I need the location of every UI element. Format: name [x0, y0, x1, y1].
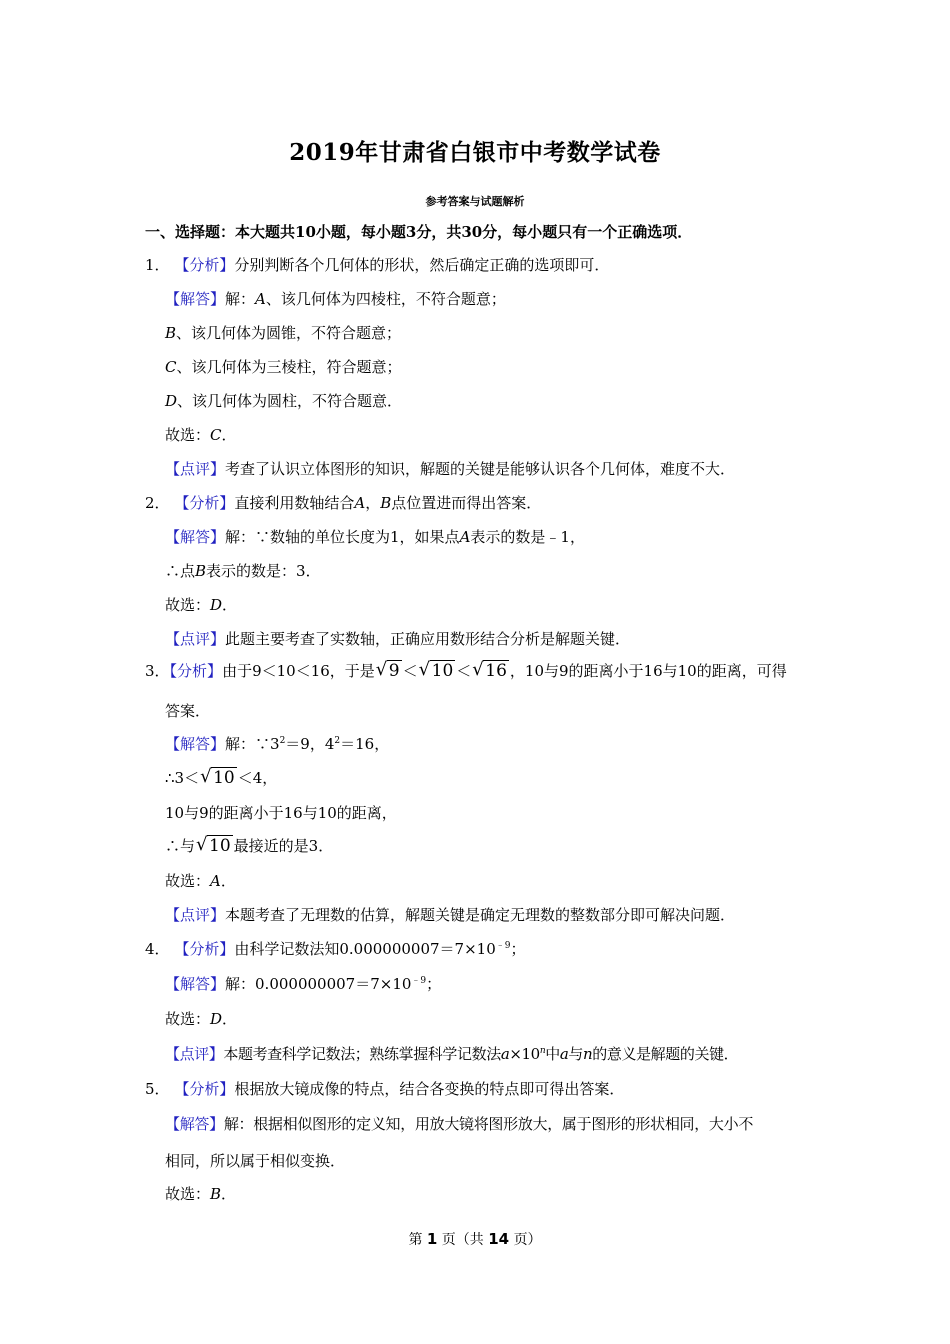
q3-analysis-cont: 答案． [165, 702, 211, 720]
comment-text: ×10 [509, 1045, 540, 1063]
q2-analysis [145, 494, 541, 512]
exponent: n [539, 1046, 546, 1056]
comment-text: 此题主要考查了实数轴，正确应用数形结合分析是解题关键． [225, 630, 631, 648]
sqrt-10 [418, 659, 456, 681]
answer-text: ＝9，4 [285, 735, 335, 753]
exponent: 2 [334, 736, 341, 746]
comment-tag: 【点评】 [165, 630, 226, 648]
radical-sign-icon: √ [200, 766, 212, 787]
section-heading: 一、选择题：本大题共10小题，每小题3分，共30分，每小题只有一个正确选项． [145, 223, 693, 241]
answer-text: ＜4， [237, 769, 278, 787]
radicand: 10 [209, 836, 231, 856]
total-pages: 14 [488, 1230, 510, 1248]
q1-analysis-text: 分别判断各个几何体的形状，然后确定正确的选项即可． [234, 256, 610, 274]
comment-text: 考查了认识立体图形的知识，解题的关键是能够认识各个几何体，难度不大． [225, 460, 736, 478]
answer-text: 解：0.000000007＝7×10 [225, 975, 412, 993]
less-than-sign: ＜ [402, 662, 418, 680]
choice-end: ． [221, 1185, 237, 1203]
answer-text: 表示的数是：3． [206, 562, 321, 580]
comment-tag: 【点评】 [165, 1045, 224, 1063]
radicand: 10 [431, 661, 454, 681]
choice-value: B [210, 1185, 222, 1203]
analysis-text: 由科学记数法知0.000000007＝7×10 [234, 940, 496, 958]
option-letter: D [165, 392, 178, 410]
comment-text: 本题考查科学记数法；熟练掌握科学记数法 [223, 1045, 501, 1063]
point-label: B [380, 494, 392, 512]
q5-analysis [145, 1080, 624, 1098]
q2-answer [165, 528, 585, 546]
choice-label: 故选： [165, 1010, 211, 1028]
option-letter: B [165, 324, 177, 342]
radicand: 9 [388, 661, 400, 681]
question-number: 5． [145, 1080, 170, 1098]
q4-answer [165, 975, 441, 993]
comment-tag: 【点评】 [165, 906, 226, 924]
q3-comment [165, 906, 735, 924]
question-number: 1． [145, 256, 170, 274]
q1-answer-b [165, 324, 401, 342]
analysis-text: 根据放大镜成像的特点，结合各变换的特点即可得出答案． [234, 1080, 625, 1098]
choice-value: A [210, 872, 221, 890]
answer-tag: 【解答】 [165, 975, 226, 993]
exponent: ﹣9 [411, 976, 427, 986]
answer-text: 表示的数是﹣1， [470, 528, 585, 546]
answer-tag: 【解答】 [165, 528, 226, 546]
sqrt-10 [196, 834, 233, 856]
choice-label: 故选： [165, 426, 211, 444]
q4-choice [165, 1010, 237, 1028]
analysis-text: ， [365, 494, 381, 512]
question-number: 2． [145, 494, 170, 512]
answer-text: ＝16， [340, 735, 390, 753]
answer-text: ∴点 [165, 562, 196, 580]
sqrt-9 [375, 659, 402, 681]
analysis-tag: 【分析】 [169, 662, 223, 680]
comment-tag: 【点评】 [165, 460, 226, 478]
radicand: 10 [213, 768, 235, 788]
analysis-text: ，10与9的距离小于16与10的距离，可得 [509, 662, 787, 680]
q3-answer-line4 [165, 834, 334, 856]
answer-text: 解：∵3 [225, 735, 280, 753]
q1-answer-d [165, 392, 402, 410]
choice-label: 故选： [165, 596, 211, 614]
q3-choice [165, 872, 236, 890]
page-footer [0, 1229, 950, 1249]
q5-answer [165, 1115, 753, 1133]
choice-value: D [210, 596, 223, 614]
q1-answer-c [165, 358, 402, 376]
q5-answer-cont: 相同，所以属于相似变换． [165, 1152, 346, 1170]
choice-label: 故选： [165, 872, 211, 890]
answer-text: ∴3＜ [165, 769, 200, 787]
comment-text: 的意义是解题的关键． [592, 1045, 739, 1063]
answer-text: 、该几何体为四棱柱，不符合题意； [265, 290, 506, 308]
question-number: 4． [145, 940, 170, 958]
q4-comment [165, 1045, 738, 1063]
answer-text: 解：∵数轴的单位长度为1，如果点 [225, 528, 460, 546]
q3-answer [165, 735, 389, 753]
q2-comment [165, 630, 630, 648]
q1-answer [165, 290, 506, 308]
analysis-text: 由于9＜10＜16，于是 [222, 662, 375, 680]
comment-text: 与 [568, 1045, 583, 1063]
option-letter: A [255, 290, 266, 308]
answer-text: 、该几何体为圆柱，不符合题意． [177, 392, 403, 410]
radical-sign-icon: √ [196, 834, 208, 855]
q1-comment [165, 460, 735, 478]
page-subtitle: 参考答案与试题解析 [425, 195, 525, 208]
answer-tag: 【解答】 [165, 290, 226, 308]
analysis-tag: 【分析】 [174, 256, 235, 274]
comment-text: 中 [545, 1045, 560, 1063]
choice-value: C [210, 426, 222, 444]
question-number: 3． [145, 662, 170, 680]
analysis-text: ； [510, 940, 526, 958]
q3-analysis [145, 659, 787, 681]
answer-tag: 【解答】 [165, 1115, 224, 1133]
analysis-tag: 【分析】 [174, 1080, 235, 1098]
page-number: 1 [426, 1230, 438, 1248]
option-letter: C [165, 358, 177, 376]
page-title: 2019年甘肃省白银市中考数学试卷 [289, 139, 661, 166]
analysis-tag: 【分析】 [174, 940, 235, 958]
q3-answer-line2 [165, 766, 278, 788]
exponent: ﹣9 [495, 941, 511, 951]
point-label: A [354, 494, 366, 512]
answer-text: 、该几何体为三棱柱，符合题意； [176, 358, 402, 376]
exponent: 2 [279, 736, 286, 746]
footer-text: 第 [408, 1232, 423, 1248]
choice-end: ． [222, 1010, 238, 1028]
answer-tag: 【解答】 [165, 735, 226, 753]
answer-text: 、该几何体为圆锥，不符合题意； [176, 324, 402, 342]
variable: a [500, 1045, 510, 1063]
point-label: A [459, 528, 471, 546]
analysis-tag: 【分析】 [174, 494, 235, 512]
answer-text: 解：根据相似图形的定义知，用放大镜将图形放大，属于图形的形状相同，大小不 [223, 1115, 754, 1133]
q2-choice [165, 596, 237, 614]
choice-value: D [210, 1010, 223, 1028]
footer-text: 页） [513, 1232, 542, 1248]
q5-choice [165, 1185, 236, 1203]
comment-text: 本题考查了无理数的估算，解题关键是确定无理数的整数部分即可解决问题． [225, 906, 736, 924]
q1-analysis [145, 256, 609, 274]
choice-end: ． [221, 426, 237, 444]
q3-answer-line3: 10与9的距离小于16与10的距离， [165, 804, 397, 822]
choice-label: 故选： [165, 1185, 211, 1203]
answer-text: 最接近的是3． [233, 837, 334, 855]
sqrt-10 [200, 766, 237, 788]
answer-text: ∴与 [165, 837, 196, 855]
choice-end: ． [220, 872, 236, 890]
analysis-text: 点位置进而得出答案． [391, 494, 542, 512]
radical-sign-icon: √ [472, 659, 484, 680]
less-than-sign: ＜ [456, 662, 472, 680]
radicand: 16 [485, 661, 507, 681]
q4-analysis [145, 940, 526, 958]
sqrt-16 [472, 659, 509, 681]
point-label: B [195, 562, 207, 580]
variable: n [583, 1045, 593, 1063]
q2-answer-line2 [165, 562, 321, 580]
choice-end: ． [222, 596, 238, 614]
radical-sign-icon: √ [375, 659, 388, 680]
q1-choice [165, 426, 237, 444]
answer-text: 解： [225, 290, 256, 308]
variable: a [559, 1045, 569, 1063]
footer-text: 页（共 [441, 1232, 484, 1248]
answer-text: ； [426, 975, 442, 993]
radical-sign-icon: √ [418, 659, 431, 680]
analysis-text: 直接利用数轴结合 [234, 494, 355, 512]
